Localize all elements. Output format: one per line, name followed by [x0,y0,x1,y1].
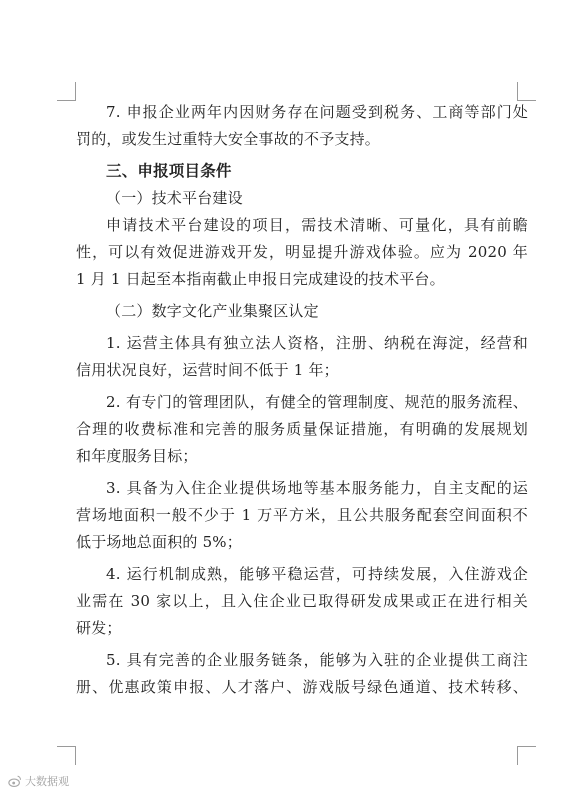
watermark [8,773,69,789]
paragraph-line: 1. 运营主体具有独立法人资格，注册、纳税在海淀，经营和 [106,334,528,352]
crop-mark-top-left [57,82,76,101]
paragraph-line: 罚的，或发生过重特大安全事故的不予支持。 [76,130,381,148]
paragraph-line: 和年度服务目标； [76,447,198,465]
weibo-logo-icon [8,774,22,788]
paragraph-line: 低于场地总面积的 5%； [76,533,242,551]
paragraph-line: 1 月 1 日起至本指南截止申报日完成建设的技术平台。 [76,270,445,288]
subsection-heading: （一）技术平台建设 [106,189,243,207]
paragraph-line: 业需在 30 家以上，且入住企业已取得研发成果或正在进行相关 [76,592,528,610]
paragraph-line: 申请技术平台建设的项目，需技术清晰、可量化，具有前瞻 [106,216,528,234]
paragraph-line: 性，可以有效促进游戏开发，明显提升游戏体验。应为 2020 年 [76,243,528,261]
paragraph-line: 4. 运行机制成熟，能够平稳运营，可持续发展，入住游戏企 [106,565,528,583]
subsection-heading: （二）数字文化产业集聚区认定 [106,302,319,320]
document-body [76,99,528,701]
watermark-text: 大数据观 [25,775,69,788]
paragraph-line: 研发； [76,619,122,637]
section-heading: 三、申报项目条件 [106,162,232,180]
crop-mark-bottom-right [517,746,536,765]
paragraph-line: 信用状况良好，运营时间不低于 1 年； [76,361,339,379]
paragraph-line: 营场地面积一般不少于 1 万平方米，且公共服务配套空间面积不 [76,506,528,524]
paragraph-line: 合理的收费标准和完善的服务质量保证措施，有明确的发展规划 [76,420,528,438]
paragraph-line: 册、优惠政策申报、人才落户、游戏版号绿色通道、技术转移、 [76,678,528,696]
paragraph-line: 5. 具有完善的企业服务链条，能够为入驻的企业提供工商注 [106,651,528,669]
paragraph-line: 2. 有专门的管理团队，有健全的管理制度、规范的服务流程、 [106,393,528,411]
paragraph-line: 7. 申报企业两年内因财务存在问题受到税务、工商等部门处 [106,103,528,121]
paragraph-line: 3. 具备为入住企业提供场地等基本服务能力，自主支配的运 [106,479,528,497]
crop-mark-bottom-left [57,746,76,765]
